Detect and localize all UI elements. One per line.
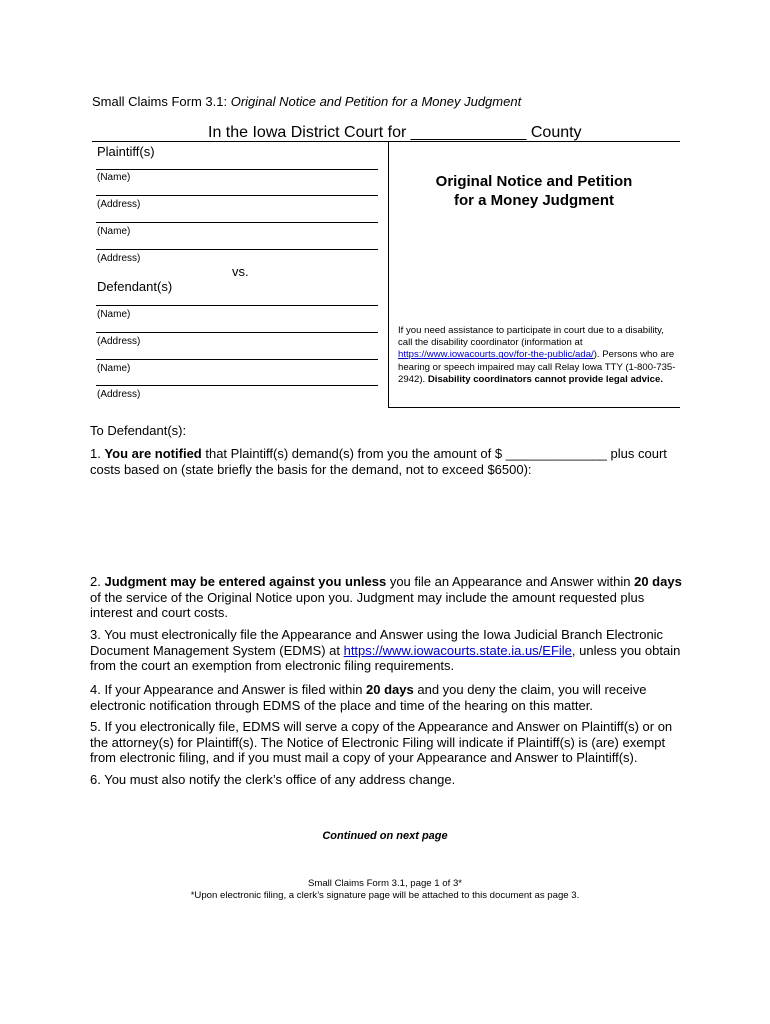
- document-title: [388, 172, 680, 210]
- defendant-address-line[interactable]: [96, 332, 378, 333]
- plaintiff-address-label: (Address): [97, 199, 141, 210]
- defendant2-name-line[interactable]: [96, 359, 378, 360]
- form-title: Small Claims Form 3.1: Original Notice and Petition for a Money Judgment: [92, 94, 522, 109]
- plaintiff-name-line[interactable]: [96, 169, 378, 170]
- plaintiff2-address-label: (Address): [97, 253, 141, 264]
- plaintiff-name-label: (Name): [97, 172, 131, 183]
- paragraph-6: 6. You must also notify the clerk’s office of any address change.: [90, 772, 456, 787]
- efile-link[interactable]: https://www.iowacourts.state.ia.us/EFile: [343, 642, 572, 658]
- plaintiff2-name-line[interactable]: [96, 222, 378, 223]
- defendant2-name-label: (Name): [97, 363, 131, 374]
- plaintiff2-address-line[interactable]: [96, 249, 378, 250]
- signature-page-note: *Upon electronic filing, a clerk’s signature page will be attached to this document as page 3.: [190, 890, 580, 901]
- plaintiff2-name-label: (Name): [97, 226, 131, 237]
- document-title-line1: Original Notice and Petition: [435, 173, 633, 190]
- paragraph-3: 3. You must electronically file the Appearance and Answer using the Iowa Judicial Branch Electronic Document Management System (EDMS) at https://www.iowacourts.state.ia.us/EFile, unless you obtain from the court an exemption from electronic filing requirements.: [90, 627, 681, 673]
- paragraph-5: 5. If you electronically file, EDMS will serve a copy of the Appearance and Answer on Plaintiff(s) or on the attorney(s) for Plaintiff(s). The Notice of Electronic Filing will indicate if Plaintiff(s) is (are) exempt from electronic filing, and if you must mail a copy of your Appearance and Answer to Plaintiff(s).: [90, 719, 673, 765]
- document-title-line2: for a Money Judgment: [453, 192, 614, 209]
- defendant2-address-label: (Address): [97, 389, 141, 400]
- court-heading: In the Iowa District Court for _____________ County: [208, 124, 582, 141]
- paragraph-1: 1. You are notified that Plaintiff(s) demand(s) from you the amount of $ ______________ plus court costs based on (state briefly the basis for the demand, not to exceed $6500):: [90, 446, 667, 477]
- ada-notice: If you need assistance to participate in court due to a disability, call the disability coordinator (information at https://www.iowacourts.gov/for-the-public/ada/). Persons who are hearing or speech impaired may call Relay Iowa TTY (1-800-735-2942). Disability coordinators cannot provide legal advice.: [398, 325, 676, 385]
- caption-bottom-line: [388, 407, 680, 408]
- continued-note: Continued on next page: [322, 830, 448, 842]
- plaintiffs-heading: Plaintiff(s): [97, 144, 155, 159]
- ada-link[interactable]: https://www.iowacourts.gov/for-the-public/ada/: [398, 349, 594, 361]
- to-defendants: To Defendant(s):: [90, 423, 187, 438]
- defendant-name-line[interactable]: [96, 305, 378, 306]
- defendant2-address-line[interactable]: [96, 385, 378, 386]
- caption-top-line: [92, 141, 680, 142]
- versus-text: vs.: [232, 264, 249, 279]
- defendant-name-label: (Name): [97, 309, 131, 320]
- defendant-address-label: (Address): [97, 336, 141, 347]
- paragraph-2: 2. Judgment may be entered against you unless you file an Appearance and Answer within 20 days of the service of the Original Notice upon you. Judgment may include the amount requested plus interest and court costs.: [90, 574, 682, 620]
- page-number: Small Claims Form 3.1, page 1 of 3*: [307, 878, 463, 889]
- plaintiff-address-line[interactable]: [96, 195, 378, 196]
- ada-disclaimer: Disability coordinators cannot provide legal advice.: [427, 373, 663, 385]
- paragraph-4: 4. If your Appearance and Answer is filed within 20 days and you deny the claim, you will receive electronic notification through EDMS of the place and time of the hearing on this matter.: [90, 682, 647, 713]
- defendants-heading: Defendant(s): [97, 279, 173, 294]
